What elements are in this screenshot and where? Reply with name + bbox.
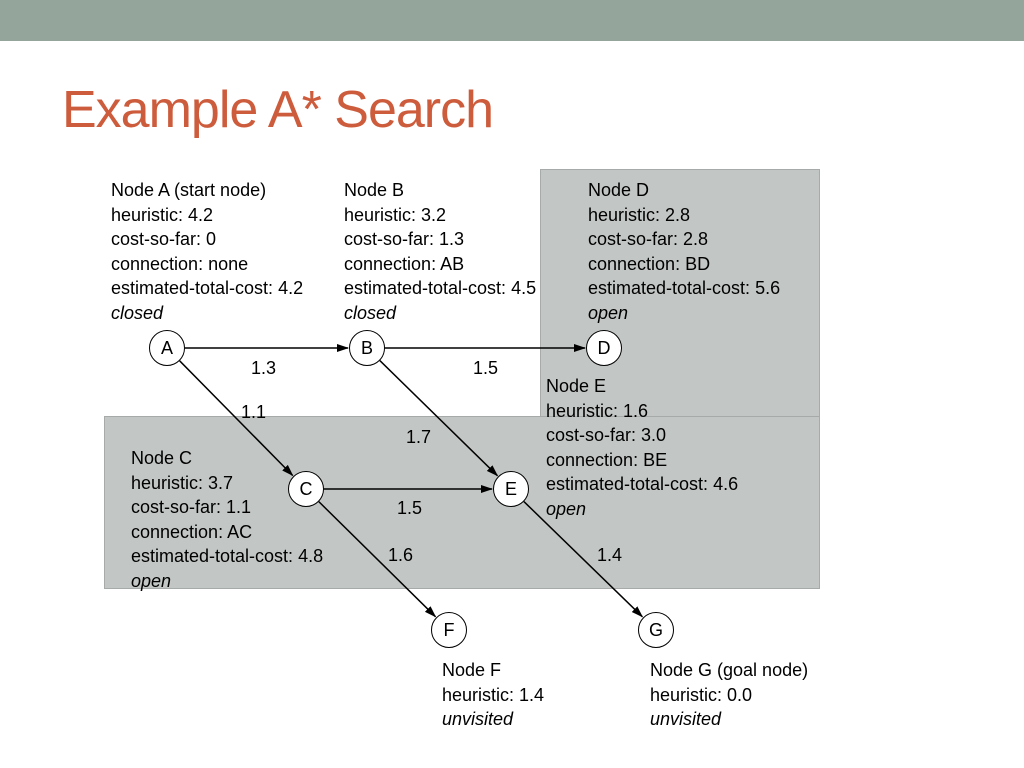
node-f-label: F: [443, 619, 455, 640]
node-d-circle: [586, 330, 622, 366]
slide-title: Example A* Search: [62, 81, 494, 139]
node-f-title: Node F: [442, 660, 502, 680]
node-c-circle: [288, 471, 324, 507]
node-a-state: closed: [111, 302, 164, 323]
node-f-info: [442, 658, 544, 732]
node-b-title: Node B: [344, 180, 405, 200]
node-g-heuristic: heuristic: 0.0: [650, 684, 753, 705]
node-a-circle: [149, 330, 185, 366]
node-d-info: [588, 178, 780, 325]
node-c-connection: connection: AC: [131, 521, 253, 542]
edge-weight-ac: 1.1: [241, 402, 267, 422]
node-b-estimated-total-cost: estimated-total-cost: 4.5: [344, 278, 537, 298]
edge-weight-be: 1.7: [406, 427, 432, 447]
node-b-label: B: [360, 337, 373, 358]
node-f-state: unvisited: [442, 709, 514, 729]
node-b-cost-so-far: cost-so-far: 1.3: [344, 229, 465, 249]
edge-weight-eg: 1.4: [597, 545, 623, 565]
node-a-heuristic: heuristic: 4.2: [111, 204, 214, 225]
node-d-state: open: [588, 302, 629, 323]
node-d-label: D: [597, 337, 611, 358]
node-d-heuristic: heuristic: 2.8: [588, 204, 691, 225]
node-c-info: [131, 446, 323, 593]
edge-weight-ce: 1.5: [397, 498, 423, 518]
node-e-label: E: [504, 478, 517, 499]
node-g-state: unvisited: [650, 709, 722, 729]
node-a-label: A: [160, 337, 173, 358]
node-e-estimated-total-cost: estimated-total-cost: 4.6: [546, 474, 739, 494]
node-a-info: [111, 178, 303, 325]
node-e-title: Node E: [546, 376, 607, 396]
node-d-connection: connection: BD: [588, 253, 711, 274]
node-c-label: C: [299, 478, 313, 499]
node-a-estimated-total-cost: estimated-total-cost: 4.2: [111, 278, 304, 298]
edge-weight-ab: 1.3: [251, 358, 277, 378]
node-c-title: Node C: [131, 448, 193, 468]
node-d-estimated-total-cost: estimated-total-cost: 5.6: [588, 278, 781, 298]
node-c-heuristic: heuristic: 3.7: [131, 472, 234, 493]
node-g-label: G: [648, 619, 663, 640]
node-a-title: Node A (start node): [111, 180, 267, 200]
node-e-state: open: [546, 498, 587, 519]
node-c-cost-so-far: cost-so-far: 1.1: [131, 497, 252, 517]
node-b-connection: connection: AB: [344, 253, 465, 274]
node-f-circle: [431, 612, 467, 648]
node-a-cost-so-far: cost-so-far: 0: [111, 229, 217, 249]
edge-weight-bd: 1.5: [473, 358, 499, 378]
node-b-info: [344, 178, 536, 325]
node-e-cost-so-far: cost-so-far: 3.0: [546, 425, 667, 445]
node-e-heuristic: heuristic: 1.6: [546, 400, 649, 421]
node-e-info: [546, 374, 738, 521]
node-g-info: [650, 658, 808, 732]
node-b-heuristic: heuristic: 3.2: [344, 204, 447, 225]
node-b-state: closed: [344, 302, 397, 323]
node-e-connection: connection: BE: [546, 449, 668, 470]
node-d-cost-so-far: cost-so-far: 2.8: [588, 229, 709, 249]
node-g-circle: [638, 612, 674, 648]
edge-weight-cf: 1.6: [388, 545, 414, 565]
node-b-circle: [349, 330, 385, 366]
node-c-estimated-total-cost: estimated-total-cost: 4.8: [131, 546, 324, 566]
node-a-connection: connection: none: [111, 253, 249, 274]
node-f-heuristic: heuristic: 1.4: [442, 684, 545, 705]
node-e-circle: [493, 471, 529, 507]
node-d-title: Node D: [588, 180, 650, 200]
node-g-title: Node G (goal node): [650, 660, 809, 680]
node-c-state: open: [131, 570, 172, 591]
